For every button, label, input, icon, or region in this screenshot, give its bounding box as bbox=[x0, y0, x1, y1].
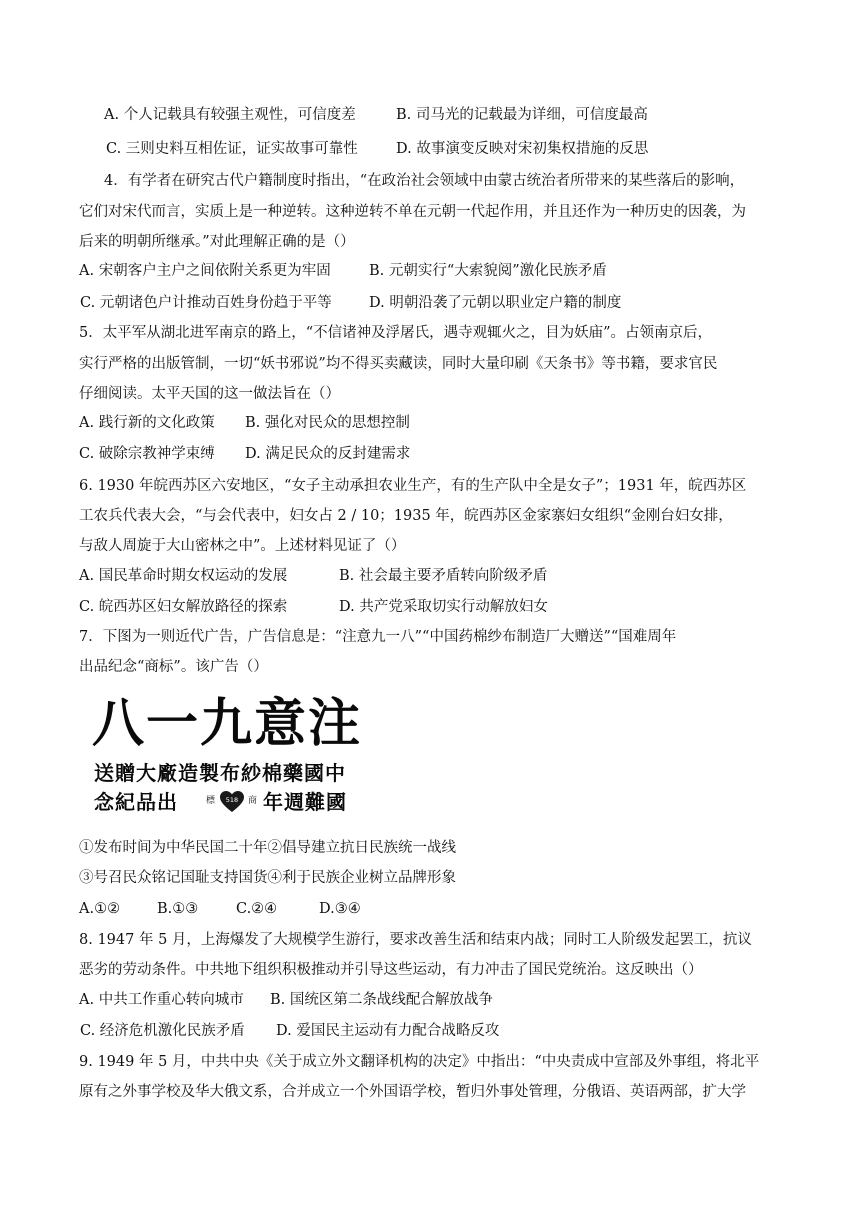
q4-option-c: C. 元朝诸色户计推动百姓身份趋于平等 bbox=[80, 295, 332, 311]
q8-stem-line-2: 恶劣的劳动条件。中共地下组织积极推动并引导这些运动，有力冲击了国民党统治。这反映出（） bbox=[79, 962, 703, 978]
q6-stem-line-3: 与敌人周旋于大山密林之中”。上述材料见证了（） bbox=[79, 538, 406, 554]
q7-option-c: C.②④ bbox=[236, 901, 278, 917]
q3-option-d: D. 故事演变反映对宋初集权措施的反思 bbox=[396, 141, 649, 157]
q6-option-b: B. 社会最主要矛盾转向阶级矛盾 bbox=[339, 568, 548, 584]
q8-option-d: D. 爱国民主运动有力配合战略反攻 bbox=[276, 1023, 500, 1039]
q7-option-a: A.①② bbox=[79, 901, 121, 917]
q9-stem-line-2: 原有之外事学校及华大俄文系，合并成立一个外国语学校，暂归外事处管理，分俄语、英语两部，扩大学 bbox=[79, 1084, 746, 1100]
vintage-advertisement-image bbox=[80, 688, 370, 822]
q5-option-d: D. 满足民众的反封建需求 bbox=[245, 446, 411, 462]
q5-stem-line-3: 仔细阅读。太平天国的这一做法旨在（） bbox=[79, 386, 340, 402]
q6-option-a: A. 国民革命时期女权运动的发展 bbox=[79, 568, 288, 584]
q4-stem-line-2: 它们对宋代而言，实质上是一种逆转。这种逆转不单在元朝一代起作用，并且还作为一种历史的因袭，为 bbox=[79, 204, 746, 220]
q8-option-a: A. 中共工作重心转向城市 bbox=[79, 992, 244, 1008]
q5-option-c: C. 破除宗教神学束缚 bbox=[79, 446, 215, 462]
q9-stem-line-1: 9. 1949 年 5 月，中共中央《关于成立外文翻译机构的决定》中指出：“中央责成中宣部及外事组，将北平 bbox=[79, 1054, 760, 1070]
heart-icon bbox=[219, 790, 245, 814]
q7-option-b: B.①③ bbox=[157, 901, 199, 917]
ad-bottom-right: 年週難國 bbox=[263, 790, 347, 814]
ad-bottom-left: 念紀品出 bbox=[94, 790, 178, 814]
q5-option-a: A. 践行新的文化政策 bbox=[79, 415, 215, 431]
q4-option-b: B. 元朝实行“大索貌阅”激化民族矛盾 bbox=[369, 263, 607, 279]
q3-option-b: B. 司马光的记载最为详细，可信度最高 bbox=[396, 107, 648, 123]
q6-stem-line-2: 工农兵代表大会，“与会代表中，妇女占 2 / 10；1935 年，皖西苏区金家寨妇女组织“金刚台妇女排， bbox=[79, 508, 733, 524]
q3-option-a: A. 个人记载具有较强主观性，可信度差 bbox=[104, 107, 356, 123]
q8-option-b: B. 国统区第二条战线配合解放战争 bbox=[270, 992, 493, 1008]
q7-item-line-2: ③号召民众铭记国耻支持国货④利于民族企业树立品牌形象 bbox=[79, 870, 456, 886]
q5-option-b: B. 强化对民众的思想控制 bbox=[245, 415, 410, 431]
q4-stem-line-3: 后来的明朝所继承。”对此理解正确的是（） bbox=[79, 234, 355, 250]
q8-stem-line-1: 8. 1947 年 5 月，上海爆发了大规模学生游行，要求改善生活和结束内战；同时工人阶级发起罢工，抗议 bbox=[79, 932, 752, 948]
trademark-number: 518 bbox=[225, 796, 239, 804]
trademark-right-char: 商 bbox=[248, 796, 258, 806]
q4-option-d: D. 明朝沿袭了元朝以职业定户籍的制度 bbox=[369, 295, 622, 311]
q5-stem-line-2: 实行严格的出版管制，一切“妖书邪说”均不得买卖藏读，同时大量印刷《天条书》等书籍，要求官民 bbox=[79, 356, 718, 372]
q4-option-a: A. 宋朝客户主户之间依附关系更为牢固 bbox=[79, 263, 331, 279]
q4-stem-line-1: 4．有学者在研究古代户籍制度时指出，“在政治社会领域中由蒙古统治者所带来的某些落后的影响， bbox=[104, 173, 745, 189]
q3-option-c: C. 三则史料互相佐证，证实故事可靠性 bbox=[106, 141, 358, 157]
q5-stem-line-1: 5．太平军从湖北进军南京的路上，“不信诸神及浮屠氏，遇寺观辄火之，目为妖庙”。占领南京后， bbox=[79, 325, 713, 341]
q7-option-d: D.③④ bbox=[319, 901, 361, 917]
q6-option-c: C. 皖西苏区妇女解放路径的探索 bbox=[79, 599, 288, 615]
ad-headline: 八一九意注 bbox=[92, 694, 363, 754]
ad-middle-line: 送贈大廠造製布紗棉藥國中 bbox=[94, 761, 346, 785]
q7-item-line-1: ①发布时间为中华民国二十年②倡导建立抗日民族统一战线 bbox=[79, 840, 456, 856]
q6-option-d: D. 共产党采取切实行动解放妇女 bbox=[339, 599, 548, 615]
q8-option-c: C. 经济危机激化民族矛盾 bbox=[80, 1023, 245, 1039]
q7-stem-line-1: 7．下图为一则近代广告，广告信息是：“注意九一八”“中国药棉纱布制造厂大赠送”“国难周年 bbox=[79, 629, 677, 645]
q7-stem-line-2: 出品纪念“商标”。该广告（） bbox=[79, 659, 268, 675]
trademark-left-char: 標 bbox=[206, 796, 216, 806]
q6-stem-line-1: 6. 1930 年皖西苏区六安地区，“女子主动承担农业生产，有的生产队中全是女子”；1931 年，皖西苏区 bbox=[79, 478, 747, 494]
trademark-emblem bbox=[204, 789, 260, 815]
